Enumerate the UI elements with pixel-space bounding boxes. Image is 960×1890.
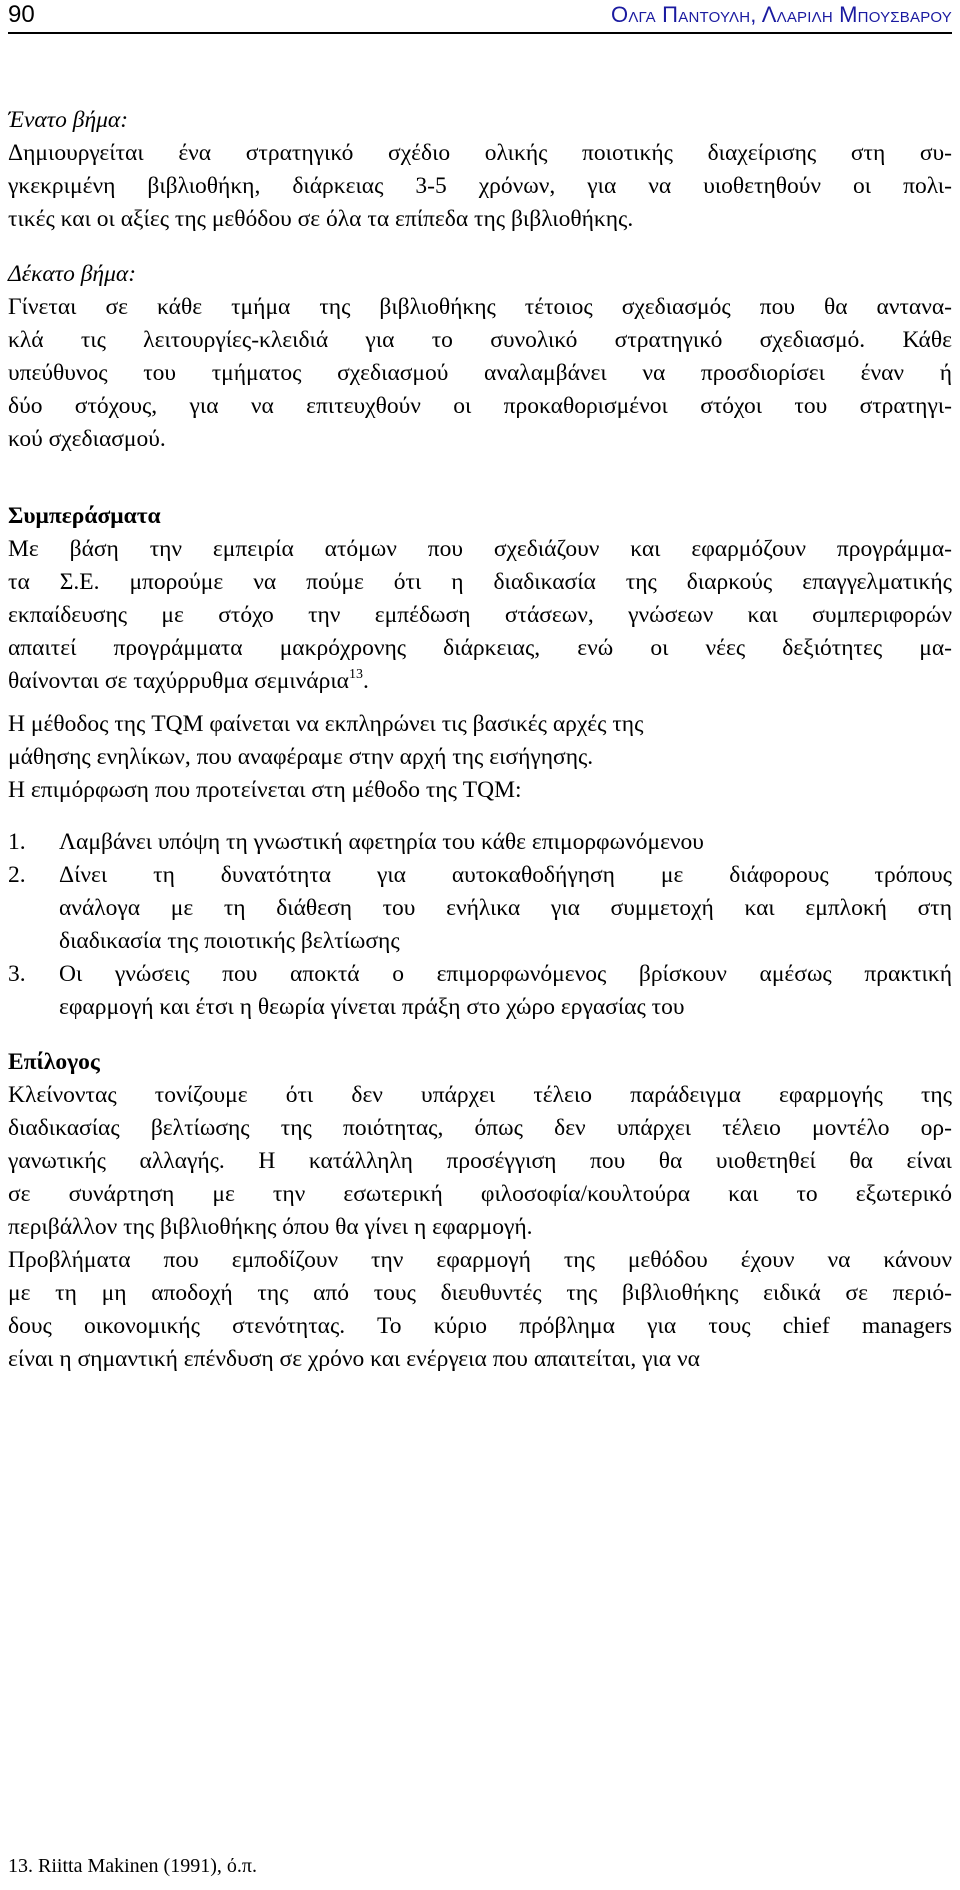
epilogue-heading: Επίλογος [8,1049,100,1075]
paragraph-line: γανωτικής αλλαγής. Η κατάλληλη προσέγγιση που θα υιοθετηθεί θα είναι [8,1148,952,1174]
paragraph-line: κού σχεδιασμού. [8,426,166,452]
footnote-reference: 13 [348,667,363,682]
list-number: 3. [8,961,26,987]
running-title: Ολγα Παντουλη, Λλαριλη Μπουσβαρου [611,2,952,27]
list-number: 1. [8,829,26,855]
list-item-line: Οι γνώσεις που αποκτά ο επιμορφωνόμενος βρίσκουν αμέσως πρακτική [59,961,952,987]
list-number: 2. [8,862,26,888]
paragraph-line: Γίνεται σε κάθε τμήμα της βιβλιοθήκης τέτοιος σχεδιασμός που θα αντανα- [8,294,952,320]
paragraph-line: είναι η σημαντική επένδυση σε χρόνο και ενέργεια που απαιτείται, για να [8,1346,700,1372]
paragraph-line: Κλείνοντας τονίζουμε ότι δεν υπάρχει τέλειο παράδειγμα εφαρμογής της [8,1082,952,1108]
sentence-end: . [362,668,369,694]
paragraph-line: Με βάση την εμπειρία ατόμων που σχεδιάζουν και εφαρμόζουν προγράμμα- [8,536,952,562]
tenth-step-heading: Δέκατο βήμα: [8,261,137,287]
paragraph-line: δους οικονομικής στενότητας. Το κύριο πρόβλημα για τους chief managers [8,1313,952,1339]
conclusions-heading: Συμπεράσματα [8,503,161,529]
ninth-step-heading: Ένατο βήμα: [8,107,129,133]
list-item-line: διαδικασία της ποιοτικής βελτίωσης [59,928,400,954]
paragraph-line: τα Σ.Ε. μπορούμε να πούμε ότι η διαδικασία της διαρκούς επαγγελματικής [8,569,952,595]
paragraph-line: Η επιμόρφωση που προτείνεται στη μέθοδο της TQM: [8,777,522,803]
paragraph-line: Προβλήματα που εμποδίζουν την εφαρμογή της μεθόδου έχουν να κάνουν [8,1247,952,1273]
paragraph-line: Δημιουργείται ένα στρατηγικό σχέδιο ολικής ποιοτικής διαχείρισης στη συ- [8,140,952,166]
paragraph-line: γκεκριμένη βιβλιοθήκη, διάρκειας 3-5 χρόνων, για να υιοθετηθούν οι πολι- [8,173,952,199]
list-item-line: ανάλογα με τη διάθεση του ενήλικα για συμμετοχή και εμπλοκή στη [59,895,952,921]
paragraph-line: μάθησης ενηλίκων, που αναφέραμε στην αρχή της εισήγησης. [8,744,594,770]
list-item-line: εφαρμογή και έτσι η θεωρία γίνεται πράξη στο χώρο εργασίας του [59,994,685,1020]
header-rule [8,32,952,34]
paragraph-line: σε συνάρτηση με την εσωτερική φιλοσοφία/κουλτούρα και το εξωτερικό [8,1181,952,1207]
paragraph-line-text: θαίνονται σε ταχύρρυθμα σεμινάρια [8,668,349,694]
page-number: 90 [8,1,35,28]
paragraph-line: υπεύθυνος του τμήματος σχεδιασμού αναλαμβάνει να προσδιορίσει έναν ή [8,360,952,386]
paragraph-line: Η μέθοδος της TQM φαίνεται να εκπληρώνει τις βασικές αρχές της [8,711,644,737]
list-item-line: Δίνει τη δυνατότητα για αυτοκαθοδήγηση με διάφορους τρόπους [59,862,952,888]
list-item-line: Λαμβάνει υπόψη τη γνωστική αφετηρία του κάθε επιμορφωνόμενου [59,829,704,855]
paragraph-line: κλά τις λειτουργίες-κλειδιά για το συνολικό στρατηγικό σχεδιασμό. Κάθε [8,327,952,353]
paragraph-line: απαιτεί προγράμματα μακρόχρονης διάρκειας, ενώ οι νέες δεξιότητες μα- [8,635,952,661]
page-header [8,0,952,34]
paragraph-line: διαδικασίας βελτίωσης της ποιότητας, όπως δεν υπάρχει τέλειο μοντέλο ορ- [8,1115,952,1141]
paragraph-line: με τη μη αποδοχή της από τους διευθυντές της βιβλιοθήκης ειδικά σε περιό- [8,1280,952,1306]
footnote: 13. Riitta Makinen (1991), ό.π. [8,1855,257,1877]
paragraph-line: τικές και οι αξίες της μεθόδου σε όλα τα επίπεδα της βιβλιοθήκης. [8,206,634,232]
paragraph-line [8,665,369,697]
paragraph-line: περιβάλλον της βιβλιοθήκης όπου θα γίνει η εφαρμογή. [8,1214,533,1240]
paragraph-line: δύο στόχους, για να επιτευχθούν οι προκαθορισμένοι στόχοι του στρατηγι- [8,393,952,419]
paragraph-line: εκπαίδευσης με στόχο την εμπέδωση στάσεων, γνώσεων και συμπεριφορών [8,602,952,628]
